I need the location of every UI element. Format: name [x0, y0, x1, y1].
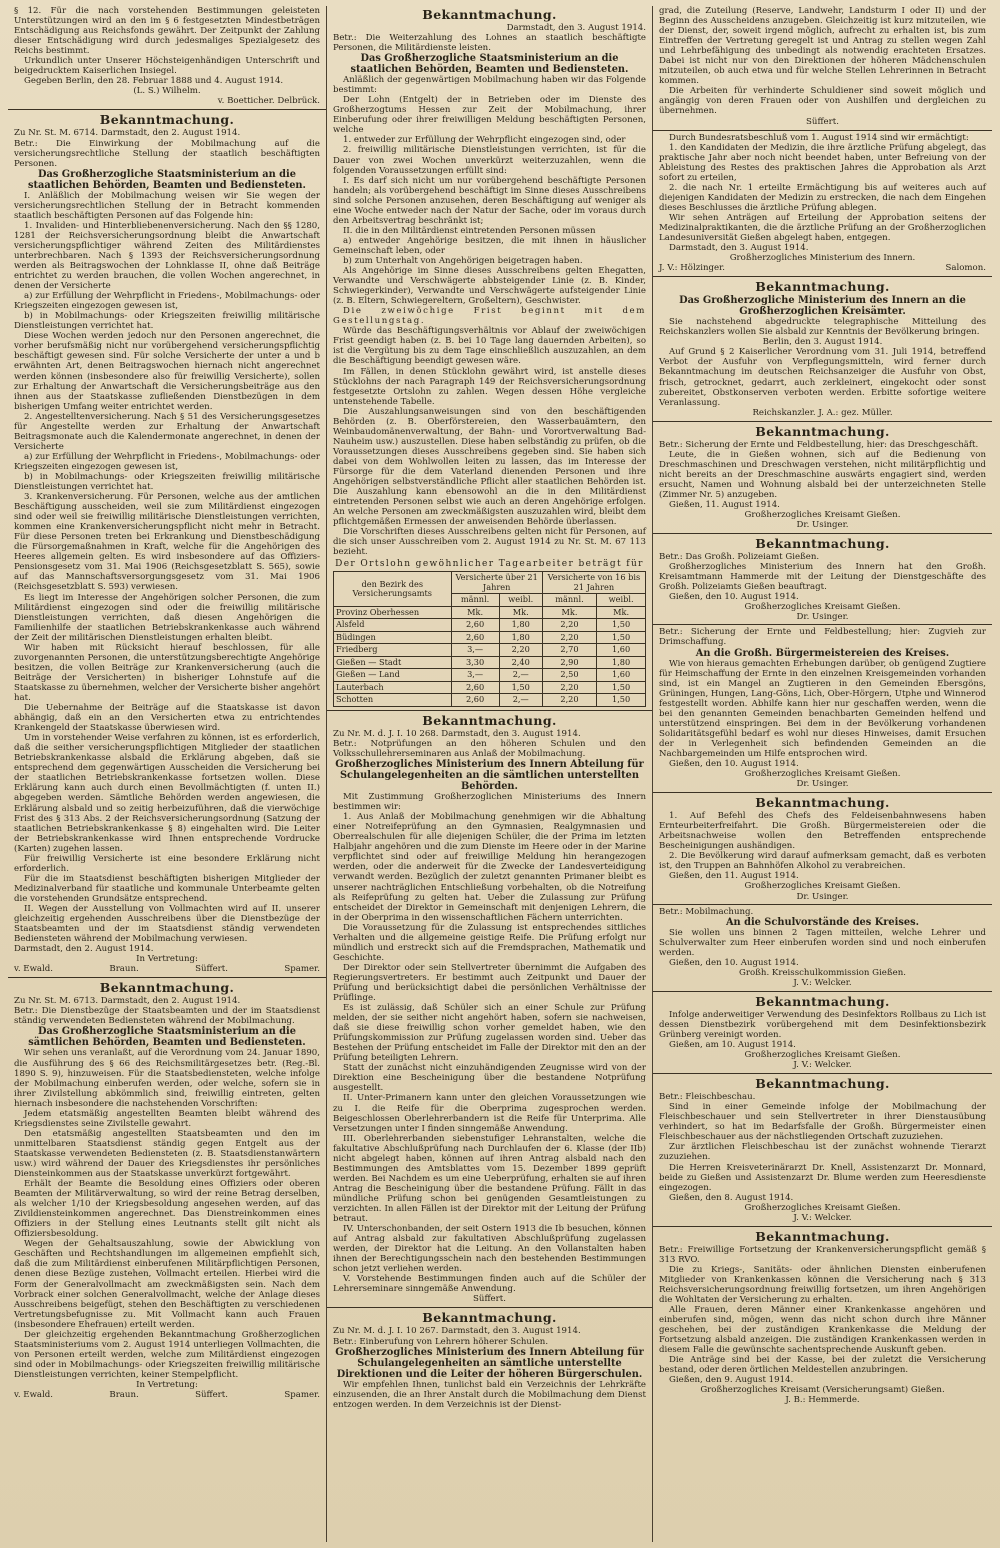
notice-paragraph: Den etatsmäßig angestellten Staatsbeamten und den im unmittelbaren Staatsdienst ständig gegen Entgelt aus der Staatskasse verwendeten Bediensteten (z. B. Staatsdienstanwärtern usw.) wird während der Dauer des Kriegsdienstes ihr persönliches Diensteinkommen aus der Staatskasse unverkürzt fortgewährt. — [14, 1128, 320, 1180]
wage-table-cell: Lauterbach — [334, 681, 452, 694]
notice-signer: Dr. Usinger. — [796, 891, 849, 902]
notice-subject: Betr.: Mobilmachung. — [659, 906, 754, 917]
notice-title: Bekanntmachung. — [99, 112, 235, 128]
notice-authority: Großherzogliches Kreisamt Gießen. — [744, 881, 901, 892]
notice-authority: An die Schulvorstände des Kreises. — [725, 916, 920, 928]
table-row — [334, 656, 646, 669]
notice-paragraph: IV. Unterschonbanden, der seit Ostern 1913 die Ib besuchen, können auf Antrag alsbald zur fakultativen Abschlußprüfung zugelassen werden, der Direktor hat die Leitung. An den Vollanstalten haben ihnen der Berechtigungsschein nach den bestehenden Bestimmungen schon jetzt verliehen werden. — [333, 1224, 646, 1275]
wage-table-cell: 2,20 — [542, 694, 596, 707]
wage-table-province: Provinz Oberhessen — [334, 606, 452, 619]
wage-table-cell: Schotten — [334, 694, 452, 707]
wage-table-cell: 2,20 — [499, 644, 542, 657]
notice-paragraph: II. Unter-Primanern kann unter den gleichen Voraussetzungen wie zu I. die Reife für die Oberprima zugesprochen werden. Beigeschlossen Oberlehrerbandern ist die Reife für Unterprima. Alle Versetzungen unter I finden sinngemäße Anwendung. — [333, 1093, 646, 1134]
signer: J. V.: Hölzinger. — [659, 263, 726, 274]
signer: v. Ewald. — [14, 964, 54, 975]
notice-title: Bekanntmachung. — [755, 536, 890, 552]
divider — [653, 421, 992, 422]
notice-paragraph: Würde das Beschäftigungsverhältnis vor Ablauf der zweiwöchigen Frist geendigt haben (z. B. bei 10 Tage lang dauernden Arbeiten), so ist die Vergütung bis zu dem Tage einschließlich auszuzahlen, an dem die Beschäftigung beendigt gewesen wäre. — [333, 326, 646, 367]
wage-table-unit: Mk. — [597, 606, 646, 619]
notice-paragraph: Durch Bundesratsbeschluß vom 1. August 1914 sind wir ermächtigt: — [669, 132, 969, 143]
notice-paragraph: Wir empfehlen Ihnen, tunlichst bald ein Verzeichnis der Lehrkräfte einzusenden, die an Ihrer Anstalt durch die Mobilmachung dem Dienst entzogen werden. In dem Verzeichnis ist der Dienst- — [333, 1379, 646, 1410]
wage-table-cell: 1,50 — [499, 681, 542, 694]
notice-paragraph: Infolge anderweitiger Verwendung des Desinfektors Rollbaus zu Lich ist dessen Dienstbezirk vorübergehend mit dem Desinfektionsbezirk Grünberg vereinigt worden. — [659, 1009, 986, 1040]
wage-table-cell: 2,60 — [451, 694, 499, 707]
table-row — [334, 644, 646, 657]
notice-reference: Zu Nr. St. M. 6714. Darmstadt, den 2. August 1914. — [14, 128, 241, 139]
divider — [8, 977, 326, 978]
notice-paragraph: Wir sehen uns veranlaßt, auf die Verordnung vom 24. Januar 1890, die Ausführung des § 66 des Reichsmilitärgesetzes betr. (Reg.-Bl. 1890 S. 9), hinzuweisen. Für die Staatsbediensteten, welche infolge der Mobilmachung einberufen werden, oder welche, sofern sie in ihrer Zivilstellung abkömmlich sind, freiwillig eintreten, gelten hiernach insbesondere die nachstehenden Vorschriften: — [14, 1048, 320, 1109]
notice-date: Darmstadt, den 2. August 1914. — [14, 944, 154, 955]
wage-table-cell: 1,80 — [499, 631, 542, 644]
notice-date: Gießen, den 10. August 1914. — [669, 957, 799, 968]
notice-date: Gießen, den 9. August 1914. — [669, 1375, 794, 1386]
notice-title: Bekanntmachung. — [422, 1310, 557, 1326]
notice-subject: Betr.: Sicherung der Ernte und Feldbestellung, hier: das Dreschgeschäft. — [659, 439, 979, 450]
wage-table-cell: 1,80 — [499, 619, 542, 632]
notice-signer: Reichskanzler. J. A.: gez. Müller. — [752, 407, 893, 418]
notice-paragraph: III. Oberlehrerbanden siebenstufiger Lehranstalten, welche die fakultative Abschlußprüfung nach Durchlaufen der 6. Klasse (der IIb) nicht abgelegt haben, können auf ihren Antrag alsbald nach den Bestimmungen des Amtsblattes vom 15. Dezember 1899 geprüft werden. Bei Nachdem es um eine Ueberprüfung, erhalten sie auf ihren Antrag die Bescheinigung über die bestandene Prüfung. Fällt in das mündliche Prüfung schon bei genügenden Gesamtleistungen zu verzichten. In allen Fällen ist der Direktor mit der Leitung der Prüfung betraut. — [333, 1133, 646, 1225]
notice-paragraph: Der Lohn (Entgelt) der in Betrieben oder im Dienste des Großherzogtums Hessen zur Zeit der Mobilmachung, ihrer Einberufung oder ihrer freiwilligen Meldung beschäftigten Personen, welche — [333, 95, 646, 136]
notice-date: Gießen, den 10. August 1914. — [669, 592, 799, 603]
notice-paragraph: Wegen der Gehaltsauszahlung, sowie der Abwicklung von Geschäften und Rechtshandlungen im allgemeinen empfiehlt sich, daß die zum Militärdienst einberufenen Militärpflichtigen Personen, denen diese Bezüge zustehen, Vollmacht erteilen. Hierbei wird die Form der Generalvollmacht am zweckmäßigsten sein. Nach dem Vorbrack einer solchen Generalvollmacht, welche der Anlage dieses Ausschreibens beigefügt, stehen den Beschäftigten zu verschiedenen Vertretungsbefugnisse zu. Mit Vollmacht kann auch Frauen (insbesondere Ehefrauen) erteilt werden. — [14, 1239, 320, 1330]
notice-signer: Dr. Usinger. — [796, 779, 849, 790]
wage-table-cell: 2,— — [499, 694, 542, 707]
law-countersign: v. Boetticher. Delbrück. — [217, 96, 320, 107]
wage-table-cell: 2,50 — [542, 669, 596, 682]
wage-table-cell: 1,50 — [597, 631, 646, 644]
notice-date: Gießen, am 10. August 1914. — [669, 1040, 796, 1051]
notice-authority: Großherzogliches Kreisamt Gießen. — [744, 602, 901, 613]
signer: Süffert. — [195, 964, 228, 975]
wage-table-cell: 2,70 — [542, 644, 596, 657]
notice-paragraph: 1. Auf Befehl des Chefs des Feldeisenbahnwesens haben Ernteurbeiterfreifahrt. Die Großh. Bürgermeistereien oder die Arbeitsnachweise wollen den Betreffenden entsprechende Bescheinigungen aushändigen. — [659, 811, 986, 852]
notice-paragraph: Erhält der Beamte die Besoldung eines Offiziers oder oberen Beamten der Militärverwaltung, so wird der reine Betrag derselben, als welcher 1/10 der Kriegsbesoldung angesehen werden, auf das Zivildiensteinkommen angerechnet. Das Dienstreinkommen eines Offiziers in der Stellung eines Leutnants stellt gilt nicht als Offiziersbesoldung. — [14, 1179, 320, 1240]
wage-table-cell: 1,80 — [597, 656, 646, 669]
wage-table-cell: Friedberg — [334, 644, 452, 657]
notice-paragraph: I. Anläßlich der Mobilmachung weisen wir Sie wegen der versicherungsrechtlichen Stellung der in Betracht kommenden staatlich beschäftigten Personen auf das Folgende hin: — [14, 190, 320, 221]
notice-title: Bekanntmachung. — [755, 279, 890, 295]
notice-paragraph: Um in vorstehender Weise verfahren zu können, ist es erforderlich, daß die seither versicherungspflichtigen Mitglieder der staatlichen Betriebskrankenkasse alsbald die Erklärung abgeben, daß sie entsprechend dem gegenwärtigen Ausscheiden die Versicherung bei der staatlichen Betriebskrankenkasse fortsetzen wollen. Diese Erklärung kann auch durch einen Bevollmächtigten (f. unten II.) abgegeben werden. Sämtliche Behörden werden angewiesen, die Erklärung alsbald und so zeitig herbeizuführen, daß die vierwöchige Frist des § 313 Abs. 2 der Reichsversicherungsordnung (Satzung der staatlichen Betriebskrankenkasse § 8) eingehalten wird. Die Leiter der Betriebskrankenkasse wird Ihnen entsprechende Vordrucke (Karten) zugehen lassen. — [14, 733, 320, 854]
notice-reference: Zu Nr. St. M. 6713. Darmstadt, den 2. August 1914. — [14, 996, 241, 1007]
notice-authority: Großherzogliches Ministerium des Innern Abteilung für Schulangelegenheiten an sämtliche unterstellte Direktionen und die Leiter der höheren Bürgerschulen. — [335, 1346, 644, 1380]
notice-paragraph: V. Vorstehende Bestimmungen finden auch auf die Schüler der Lehrerseminare sinngemäße Anwendung. — [333, 1274, 646, 1295]
notice-proxy: In Vertretung: — [136, 954, 198, 965]
table-row — [334, 669, 646, 682]
notice-paragraph: Die Voraussetzung für die Zulassung ist entsprechendes sittliches Verhalten und die allgemeine geistige Reife. Die Prüfung erfolgt nur mündlich und erstreckt sich auf die Fremdsprachen, Mathematik und Geschichte. — [333, 922, 646, 963]
notice-title: Bekanntmachung. — [755, 1228, 890, 1244]
notice-subject: Betr.: Notprüfungen an den höheren Schulen und den Volksschullehrerseminaren aus Anlaß der Mobilmachung. — [333, 738, 646, 760]
divider — [653, 276, 992, 277]
notice-paragraph: Leute, die in Gießen wohnen, sich auf die Bedienung von Dreschmaschinen und Dreschwagen verstehen, nicht militärpflichtig und nicht bereits an der Dreschmaschine auswärts engagiert sind, werden ersucht, Namen und Wohnung alsbald bei der unterzeichneten Stelle (Zimmer Nr. 5) anzugeben. — [659, 449, 986, 500]
wage-table-cell: 2,20 — [542, 631, 596, 644]
column-1 — [8, 6, 326, 1542]
notice-subject: Betr.: Fleischbeschau. — [659, 1092, 756, 1103]
notice-signers — [659, 263, 986, 273]
wage-table-header-male: männl. — [451, 594, 499, 607]
notice-authority: Großherzogliches Kreisamt Gießen. — [744, 1050, 901, 1061]
notice-paragraph: 1. entweder zur Erfüllung der Wehrpflicht eingezogen sind, oder — [343, 135, 626, 146]
wage-table-header-female: weibl. — [499, 594, 542, 607]
notice-subject: Betr.: Freiwillige Fortsetzung der Krankenversicherungspflicht gemäß § 313 RVO. — [659, 1244, 986, 1265]
law-date: Gegeben Berlin, den 28. Februar 1888 und 4. August 1914. — [24, 76, 284, 87]
notice-paragraph: Die Vorschriften dieses Ausschreibens gelten nicht für Personen, auf die sich unser Ausschreiben vom 2. August 1914 zu Nr. St. M. 67 113 bezieht. — [333, 527, 646, 558]
wage-table-header-district: den Bezirk des Versicherungsamts — [334, 572, 452, 607]
divider — [653, 1073, 992, 1074]
divider — [653, 904, 992, 905]
notice-signer: Süffert. — [806, 116, 839, 127]
wage-table-cell: 2,60 — [451, 681, 499, 694]
notice-paragraph: Wir haben mit Rücksicht hierauf beschlossen, für alle zuvorgenannten Personen, die unterstützungsberechtigte Angehörige besitzen, die vollen Beiträge zur Krankenversicherung (auch die Beiträge der Versicherten) in bisheriger Lohnstufe auf die Staatskasse zu übernehmen, welcher der Versicherte bisher angehört hat. — [14, 642, 320, 703]
notice-authority: Großherzogliches Kreisamt Gießen. — [744, 510, 901, 521]
notice-subject: Betr.: Die Weiterzahlung des Lohnes an staatlich beschäftigte Personen, die Militärdienste leisten. — [333, 33, 646, 54]
notice-date: Gießen, den 8. August 1914. — [669, 1192, 794, 1203]
table-row — [334, 619, 646, 632]
notice-authority: Großh. Kreisschulkommission Gießen. — [739, 967, 906, 978]
notice-paragraph: Statt der zunächst nicht einzuhändigenden Zeugnisse wird von der Direktion eine Bescheinigung über die bestandene Notprüfung ausgestellt. — [333, 1063, 646, 1094]
notice-paragraph: Alle Frauen, deren Männer einer Krankenkasse angehören und einberufen sind, mögen, wenn das nicht schon durch ihre Männer geschehen, bei der zuständigen Krankenkasse die Meldung der Fortsetzung alsbald anzeigen. Die zuständigen Krankenkassen werden in diesem Falle die gewünschte sachentsprechende Auskunft geben. — [659, 1305, 986, 1356]
notice-paragraph: b) in Mobilmachungs- oder Kriegszeiten freiwillig militärische Dienstleistungen verrichtet hat. — [14, 471, 320, 493]
notice-paragraph: Diese Wochen werden jedoch nur den Personen angerechnet, die vorher berufsmäßig nicht nur vorübergehend versicherungspflichtig beschäftigt gewesen sind. Für solche Versicherte der unter a und b erwähnten Art, denen Beitragswochen hiernach nicht angerechnet werden können (insbesondere also für freiwillig Versicherte), sollen zur Erhaltung der Anwartschaft die Versicherungsbeiträge aus den ihnen aus der Staatskasse zufließenden Dienstbezügen in dem bisherigen Umfang weiter entrichtet werden. — [14, 331, 320, 412]
notice-subject: Betr.: Die Einwirkung der Mobilmachung auf die versicherungsrechtliche Stellung der staatlich beschäftigten Personen. — [14, 138, 320, 169]
notice-subject: Betr.: Sicherung der Ernte und Feldbestellung; hier: Zugvieh zur Drimschaffung. — [659, 627, 986, 648]
wage-table-cell: Büdingen — [334, 631, 452, 644]
wage-table-cell: 2,60 — [451, 619, 499, 632]
notice-paragraph: Anläßlich der gegenwärtigen Mobilmachung haben wir das Folgende bestimmt: — [333, 75, 646, 96]
wage-table-cell: Gießen — Stadt — [334, 656, 452, 669]
notice-signers — [14, 1390, 320, 1400]
law-paragraph: Urkundlich unter Unserer Höchsteigenhändigen Unterschrift und beigedrucktem Kaiserlichen Insiegel. — [14, 56, 320, 77]
notice-paragraph: 2. Angestelltenversicherung. Nach § 51 des Versicherungsgesetzes für Angestellte werden zur Erhaltung der Anwartschaft Beitragsmonate auch die Kalendermonate angerechnet, in denen der Versicherte — [14, 411, 320, 452]
notice-reference: Zu Nr. M. d. J. I. 10 267. Darmstadt, den 3. August 1914. — [333, 1326, 581, 1337]
wage-table-caption: Der Ortslohn gewöhnlicher Tagearbeiter beträgt für — [335, 559, 644, 570]
wage-table-cell: 1,60 — [597, 669, 646, 682]
notice-subject: Betr.: Das Großh. Polizeiamt Gießen. — [659, 552, 820, 563]
signer: Spamer. — [284, 964, 320, 975]
table-row — [334, 694, 646, 707]
notice-proxy: In Vertretung: — [136, 1380, 198, 1390]
divider — [8, 109, 326, 110]
notice-paragraph: Wir sehen Anträgen auf Erteilung der Approbation seitens der Medizinalpraktikanten, die die ärztliche Prüfung an der Großherzoglichen Landesuniversität Gießen abgelegt haben, entgegen. — [659, 212, 986, 244]
wage-table — [333, 571, 646, 707]
notice-paragraph: Die Uebernahme der Beiträge auf die Staatskasse ist davon abhängig, daß ein an den Versicherten etwa zu entrichtendes Krankengeld der Staatskasse überwiesen wird. — [14, 703, 320, 734]
notice-signer: Dr. Usinger. — [796, 520, 849, 531]
wage-table-header-over21: Versicherte über 21 Jahren — [451, 572, 542, 594]
wage-table-cell: 1,60 — [597, 644, 646, 657]
wage-table-cell: 3,30 — [451, 656, 499, 669]
divider — [327, 710, 652, 711]
notice-paragraph: Großherzogliches Ministerium des Innern hat den Großh. Kreisamtmann Hammerde mit der Leitung der Dienstgeschäfte des Großh. Polizeiamts Gießen beauftragt. — [659, 562, 986, 593]
divider — [653, 991, 992, 992]
notice-signer: J. V.: Welcker. — [793, 1060, 852, 1071]
notice-authority: Das Großherzogliche Ministerium des Innern an die Großherzoglichen Kreisämter. — [679, 295, 966, 318]
wage-table-cell: 1,50 — [597, 619, 646, 632]
notice-paragraph: Berlin, den 3. August 1914. — [762, 337, 883, 348]
notice-paragraph: Die Auszahlungsanweisungen sind von den beschäftigenden Behörden (z. B. Oberförstereien, den Wasserbauämtern, den Weinbaudomänenverwaltung, der Bahn- und Vorortverwaltung Bad-Nauheim usw.) auszustellen. Diese haben selbständig zu prüfen, ob die Voraussetzungen dieses Ausschreibens gegeben sind. Sie haben sich dabei von dem Wohlwollen leiten zu lassen, das im Interesse der Fürsorge für die dem Vaterland dienenden Personen und ihre Angehörigen selbstverständliche Pflicht aller staatlichen Behörden ist. Die Auszahlung kann ebensowohl an die in den Militärdienst eintretenden Personen selbst wie auch an deren Angehörige erfolgen. An welche Personen am zweckmäßigsten auszuzahlen wird, bleibt dem pflichtgemäßen Ermessen der anweisenden Behörde überlassen. — [333, 406, 646, 528]
wage-table-cell: 3,— — [451, 644, 499, 657]
notice-paragraph: II. die in den Militärdienst eintretenden Personen müssen — [343, 225, 596, 236]
notice-paragraph: Die Anträge sind bei der Kasse, bei der zuletzt die Versicherung bestand, oder deren örtlichen Meldestellen anzubringen. — [659, 1355, 986, 1376]
notice-signer: Dr. Usinger. — [796, 612, 849, 623]
signer: Salomon. — [945, 263, 986, 274]
signer: v. Ewald. — [14, 1390, 54, 1401]
notice-title: Bekanntmachung. — [755, 993, 890, 1009]
notice-paragraph: 2. freiwillig militärische Dienstleistungen verrichten, ist für die Dauer von zwei Wochen unverkürzt weiterzuzahlen, wenn die folgenden Voraussetzungen erfüllt sind: — [333, 145, 646, 176]
notice-paragraph: Sie nachstehend abgedruckte telegraphische Mitteilung des Reichskanzlers wollen Sie alsbald zur Kenntnis der Bevölkerung bringen. — [659, 317, 986, 338]
divider — [653, 130, 992, 131]
notice-authority: Großherzogliches Ministerium des Innern Abteilung für Schulangelegenheiten an die sämtlichen unterstellten Behörden. — [335, 759, 644, 793]
notice-title: Bekanntmachung. — [755, 423, 890, 439]
notice-paragraph: a) zur Erfüllung der Wehrpflicht in Friedens-, Mobilmachungs- oder Kriegszeiten eingezogen gewesen ist, — [14, 291, 320, 312]
table-row — [334, 681, 646, 694]
notice-paragraph: 2. Die Bevölkerung wird darauf aufmerksam gemacht, daß es verboten ist, den Truppen an Bahnhöfen Alkohol zu verabreichen. — [659, 851, 986, 872]
signer: Süffert. — [195, 1390, 228, 1401]
notice-paragraph: grad, die Zuteilung (Reserve, Landwehr, Landsturm I oder II) und der Beginn des Ausscheidens anzugeben. Gleichzeitig ist kurz mitzuteilen, wie der Dienst, der, soweit irgend möglich, aufrecht zu erhalten ist, bis zum Eintreffen der Vertretung geregelt ist und Antrag zu stellen wegen Zahl und Lehrbefähigung des unbedingt als notwendig erachteten Ersatzes. Dabei ist nicht nur von den Direktionen der höheren Mädchenschulen mitzuteilen, ob auch etwa und für welche Stellen Lehrerinnen in Betracht kommen. — [659, 6, 986, 87]
notice-signer: J. V.: Welcker. — [793, 977, 852, 988]
notice-authority: Großherzogliches Kreisamt Gießen. — [744, 1202, 901, 1213]
notice-authority: Großherzogliches Kreisamt (Versicherungsamt) Gießen. — [700, 1385, 945, 1396]
notice-paragraph: b) zum Unterhalt von Angehörigen beigetragen haben. — [343, 255, 583, 266]
wage-table-cell: 2,20 — [542, 681, 596, 694]
notice-signer: J. V.: Welcker. — [793, 1212, 852, 1223]
notice-paragraph: II. Wegen der Ausstellung von Vollmachten wird auf II. unserer gleichzeitig ergehenden Ausschreibens über die Dienstbezüge der Staatsbeamten und der im Staatsdienst ständig verwendeten Bediensteten während der Mobilmachung verwiesen. — [14, 903, 320, 945]
wage-table-unit: Mk. — [451, 606, 499, 619]
notice-date: Darmstadt, den 3. August 1914. — [669, 243, 809, 254]
notice-paragraph: Die Herren Kreisveterinärarzt Dr. Knell, Assistenzarzt Dr. Monnard, beide zu Gießen und Assistenzarzt Dr. Blume werden zum Heeresdienste eingezogen. — [659, 1162, 986, 1193]
notice-paragraph: Der gleichzeitig ergehenden Bekanntmachung Großherzoglichen Staatsministeriums vom 2. August 1914 unterliegen Vollmachten, die von Personen erteilt werden, welche zum Militärdienst eingezogen sind oder in Mobilmachungs- oder Kriegszeiten freiwillig militärische Dienstleistungen verrichten, keiner Stempelpflicht. — [14, 1329, 320, 1380]
notice-paragraph: Als Angehörige im Sinne dieses Ausschreibens gelten Ehegatten, Verwandte und Verschwägerte abbsteigender Linie (z. B. Kinder, Schwiegerkinder), Verwandte und Verschwägerte aufsteigender Linie (z. B. Eltern, Schwiegereltern, Großeltern), Geschwister. — [333, 266, 646, 307]
signer: Spamer. — [284, 1390, 320, 1401]
notice-paragraph: Im Fällen, in denen Stücklohn gewährt wird, ist anstelle dieses Stücklohns der nach Paragraph 149 der Reichsversicherungsordnung festgesetzte Ortslohn zu zahlen. Wegen dessen Höhe vergleiche untenstehende Tabelle. — [333, 366, 646, 407]
divider — [653, 1226, 992, 1227]
wage-table-cell: 2,90 — [542, 656, 596, 669]
wage-table-cell: 1,50 — [597, 681, 646, 694]
notice-paragraph: Auf Grund § 2 Kaiserlicher Verordnung vom 31. Juli 1914, betreffend Verbot der Ausfuhr von Verpflegungsmitteln, wird ferner durch Bekanntmachung im deutschen Reichsanzeiger die Ausfuhr von Obst, frisch, getrocknet, gedarrt, auch zerkleinert, eingekocht oder sonst zubereitet, Obstkonserven verboten werden. Erbitte sofortige weitere Veranlassung. — [659, 347, 986, 408]
notice-paragraph: a) entweder Angehörige besitzen, die mit ihnen in häuslicher Gemeinschaft leben, oder — [333, 235, 646, 256]
notice-authority: An die Großh. Bürgermeistereien des Kreises. — [695, 647, 950, 659]
law-signature: (L. S.) Wilhelm. — [133, 86, 201, 97]
notice-paragraph: Für die im Staatsdienst beschäftigten bisherigen Mitglieder der Medizinalverband für staatliche und kommunale Unterbeamte gelten die vorstehenden Grundsätze entsprechend. — [14, 873, 320, 904]
divider — [653, 792, 992, 793]
wage-table-cell: Gießen — Land — [334, 669, 452, 682]
notice-authority: Das Großherzogliche Staatsministerium an die sämtlichen Behörden, Beamten und Bediensteten. — [28, 1026, 306, 1049]
notice-subject: Betr.: Einberufung von Lehrern höherer Schulen. — [333, 1336, 549, 1347]
law-paragraph: § 12. Für die nach vorstehenden Bestimmungen geleisteten Unterstützungen wird an den im § 6 festgesetzten Mindestbeträgen Entschädigung aus Reichsfonds gewährt. Der Zeitpunkt der Zahlung dieser Entschädigung wird durch jedesmaliges Spezialgesetz des Reichs bestimmt. — [14, 6, 320, 57]
notice-authority: Das Großherzogliche Staatsministerium an die staatlichen Behörden, Beamten und Bediensteten. — [28, 168, 306, 191]
notice-reference: Zu Nr. M. d. J. I. 10 268. Darmstadt, den 3. August 1914. — [333, 728, 581, 739]
notice-reference: Darmstadt, den 3. August 1914. — [506, 23, 646, 33]
notice-paragraph: Die Arbeiten für verhinderte Schuldiener sind soweit möglich und angängig von deren Frauen oder von Aushilfen und dergleichen zu übernehmen. — [659, 86, 986, 117]
notice-signer: J. B.: Hemmerde. — [785, 1395, 860, 1406]
notice-signer: Süffert. — [473, 1294, 506, 1305]
notice-paragraph: Die zweiwöchige Frist beginnt mit dem Gestellungstag. — [333, 306, 646, 327]
notice-subject: Betr.: Die Dienstbezüge der Staatsbeamten und der im Staatsdienst ständig verwendeten Bediensteten während der Mobilmachung. — [14, 1006, 320, 1027]
notice-paragraph: Der Direktor oder sein Stellvertreter übernimmt die Aufgaben des Regierungsvertreters. Er bestimmt auch Zeitpunkt und Dauer der Prüfung und berücksichtigt dabei die persönlichen Verhältnisse der Prüflinge. — [333, 962, 646, 1004]
wage-table-cell: 2,60 — [451, 631, 499, 644]
notice-title: Bekanntmachung. — [422, 7, 557, 22]
notice-paragraph: Mit Zustimmung Großherzoglichen Ministeriums des Innern bestimmen wir: — [333, 792, 646, 813]
divider — [653, 624, 992, 625]
table-row — [334, 631, 646, 644]
notice-paragraph: 1. den Kandidaten der Medizin, die ihre ärztliche Prüfung abgelegt, das praktische Jahr aber noch nicht beendet haben, unter Befreiung von der Ableistung des Restes des praktischen Jahres die Approbation als Arzt sofort zu erteilen, — [659, 142, 986, 183]
wage-table-cell: 2,— — [499, 669, 542, 682]
notice-paragraph: a) zur Erfüllung der Wehrpflicht in Friedens-, Mobilmachungs- oder Kriegszeiten eingezogen gewesen ist, — [14, 451, 320, 472]
notice-paragraph: Die zu Kriegs-, Sanitäts- oder ähnlichen Diensten einberufenen Mitglieder von Krankenkassen können die Versicherung nach § 313 Reichsversicherungsordnung freiwillig fortsetzen, um ihren Angehörigen die Wohltaten der Versicherung zu erhalten. — [659, 1264, 986, 1306]
notice-paragraph: 1. Invaliden- und Hinterbliebenenversicherung. Nach den §§ 1280, 1281 der Reichsversicherungsordnung bleibt die Anwartschaft versicherungspflichtiger während Zeiten des Militärdienstes unterbrechbaren. Nach § 1393 der Reichsversicherungsordnung werden als Beitragswochen der Lohnklasse II, ohne daß Beiträge entrichtet zu werden brauchen, die vollen Wochen angerechnet, in denen der Versicherte — [14, 220, 320, 292]
notice-paragraph: 1. Aus Anlaß der Mobilmachung genehmigen wir die Abhaltung einer Notreifeprüfung an den Gymnasien, Realgymnasien und Oberrealschulen für alle diejenigen Schüler, die der Prima im letzten Halbjahr angehören und die zum Dienste im Heere oder in der Marine verpflichtet sind oder auf freiwillige Meldung hin herangezogen werden, oder die anderweit für die Zwecke der Landesverteidigung verwandt werden. Bezüglich der zuletzt genannten Primaner bleibt es unserer nachträglichen Entschließung vorbehalten, ob die Notreifung als Reifeprüfung zu gelten hat. Ueber die Zulassung zur Prüfung entscheidet der Direktor in Gemeinschaft mit denjenigen Lehrern, die in der Oberprima in den wissenschaftlichen Fächern unterrichten. — [333, 812, 646, 923]
notice-paragraph: b) in Mobilmachungs- oder Kriegszeiten freiwillig militärische Dienstleistungen verrichtet hat. — [14, 311, 320, 332]
notice-paragraph: Für freiwillig Versicherte ist eine besondere Erklärung nicht erforderlich. — [14, 853, 320, 874]
notice-paragraph: Es ist zulässig, daß Schüler sich an einer Schule zur Prüfung melden, der sie seither nicht angehört haben, sofern sie nachweisen, daß sie diese freiwillig schon vorher gemeldet haben, wie den Prüfungskommission zur Prüfung zugelassen worden sind. Ueber das Bestehen der Prüfung entscheidet im Falle der Direktor mit den an der Prüfung beteiligten Lehrern. — [333, 1003, 646, 1064]
notice-paragraph: Wie von hieraus gemachten Erhebungen darüber, ob genügend Zugtiere für Heimschaffung der Ernte in den einzelnen Kreisgemeinden vorhanden sind, ist ein Mangel an Zugtieren in den Gemeinden Ebersgöns, Grüningen, Hungen, Lang-Göns, Lich, Ober-Hörgern, Utphe und Winnerod festgestellt worden. Abhilfe kann hier nur geschaffen werden, wenn die bei den genannten Gemeinden benachbarten Gemeinden helfend und unterstützend einspringen. Bei dem in der Bevölkerung vorhandenen Solidaritätsgefühl bedarf es wohl nur dieses Hinweises, damit Ersuchen der in Verlegenheit sich befindenden Gemeinden an die Nachbargemeinden um Hilfe entsprochen wird. — [659, 658, 986, 759]
notice-paragraph: Sind in einer Gemeinde infolge der Mobilmachung der Fleischbeschauer und sein Stellvertreter in ihrer Dienstausübung verhindert, so hat im Bedarfsfalle der Großh. Bürgermeister einen Fleischbeschauer aus der nächstliegenden Ortschaft zuzuziehen. — [659, 1102, 986, 1143]
wage-table-header-male: männl. — [542, 594, 596, 607]
notice-paragraph: I. Es darf sich nicht um nur vorübergehend beschäftigte Personen handeln; als vorübergehend beschäftigt im Sinne dieses Ausschreibens sind solche Personen anzusehen, deren Beschäftigung auf weniger als eine Woche entweder nach der Natur der Sache, oder im voraus durch den Arbeitsvertrag beschränkt ist; — [333, 175, 646, 226]
notice-title: Bekanntmachung. — [99, 980, 235, 996]
notice-signers — [14, 964, 320, 974]
signer: Braun. — [109, 964, 139, 975]
notice-title: Bekanntmachung. — [755, 1076, 890, 1092]
notice-date: Gießen, den 10. August 1914. — [669, 759, 799, 769]
notice-date: Gießen, den 11. August 1914. — [669, 871, 799, 882]
notice-authority: Großherzogliches Kreisamt Gießen. — [744, 769, 901, 780]
wage-table-header-female: weibl. — [597, 594, 646, 607]
column-3 — [652, 6, 992, 1542]
wage-table-cell: 2,40 — [499, 656, 542, 669]
notice-title: Bekanntmachung. — [755, 795, 890, 811]
notice-date: Gießen, 11. August 1914. — [669, 499, 780, 510]
notice-paragraph: 2. die nach Nr. 1 erteilte Ermächtigung bis auf weiteres auch auf diejenigen Kandidaten der Medizin zu erstrecken, die nach dem Eingehen dieses Beschlusses die ärztliche Prüfung ablegen. — [659, 182, 986, 213]
wage-table-cell: 2,20 — [542, 619, 596, 632]
signer: Braun. — [109, 1390, 139, 1401]
divider — [653, 533, 992, 534]
wage-table-cell: 3,— — [451, 669, 499, 682]
wage-table-unit: Mk. — [542, 606, 596, 619]
notice-authority: Großherzogliches Ministerium des Innern. — [729, 253, 916, 264]
notice-paragraph: Jedem etatsmäßig angestellten Beamten bleibt während des Kriegsdienstes seine Zivilstelle gewahrt. — [14, 1108, 320, 1129]
notice-title: Bekanntmachung. — [422, 712, 557, 728]
notice-paragraph: Zur ärztlichen Fleischbeschau ist der zunächst wohnende Tierarzt zuzuziehen. — [659, 1142, 986, 1163]
wage-table-header-16to21: Versicherte von 16 bis 21 Jahren — [542, 572, 645, 594]
notice-paragraph: Sie wollen uns binnen 2 Tagen mitteilen, welche Lehrer und Schulverwalter zum Heer einberufen worden sind und noch einberufen werden. — [659, 927, 986, 958]
wage-table-cell: 1,50 — [597, 694, 646, 707]
wage-table-cell: Alsfeld — [334, 619, 452, 632]
wage-table-unit: Mk. — [499, 606, 542, 619]
notice-paragraph: Es liegt im Interesse der Angehörigen solcher Personen, die zum Militärdienst eingezogen sind oder die freiwillig militärische Dienstleistungen verrichten, daß diesen Angehörigen die Familienhilfe der staatlichen Betriebskrankenkasse auch während der Zeit der militärischen Dienstleistungen erhalten bleibt. — [14, 592, 320, 643]
notice-authority: Das Großherzogliche Staatsministerium an die staatlichen Behörden, Beamten und Bediensteten. — [350, 53, 629, 76]
divider — [327, 1307, 652, 1308]
column-2 — [326, 6, 652, 1542]
notice-paragraph: 3. Krankenversicherung. Für Personen, welche aus der amtlichen Beschäftigung ausscheiden, weil sie zum Militärdienst eingezogen sind oder weil sie freiwillig militärische Dienstleistungen verrichten, kommen eine Krankenversicherungspflicht nicht mehr in Betracht. Für diese Personen treten bei Erkrankung und Dienstbeschädigung die Fürsorgemaßnahmen in Kraft, welche für die Angehörigen des Heeres allgemein gelten. Es wird insbesondere auf das Offiziers-Pensionsgesetz vom 31. Mai 1906 (Reichsgesetzblatt S. 565), sowie auf das Mannschaftsversorgungsgesetz vom 31. Mai 1906 (Reichsgesetzblatt S. 593) verwiesen. — [14, 492, 320, 593]
